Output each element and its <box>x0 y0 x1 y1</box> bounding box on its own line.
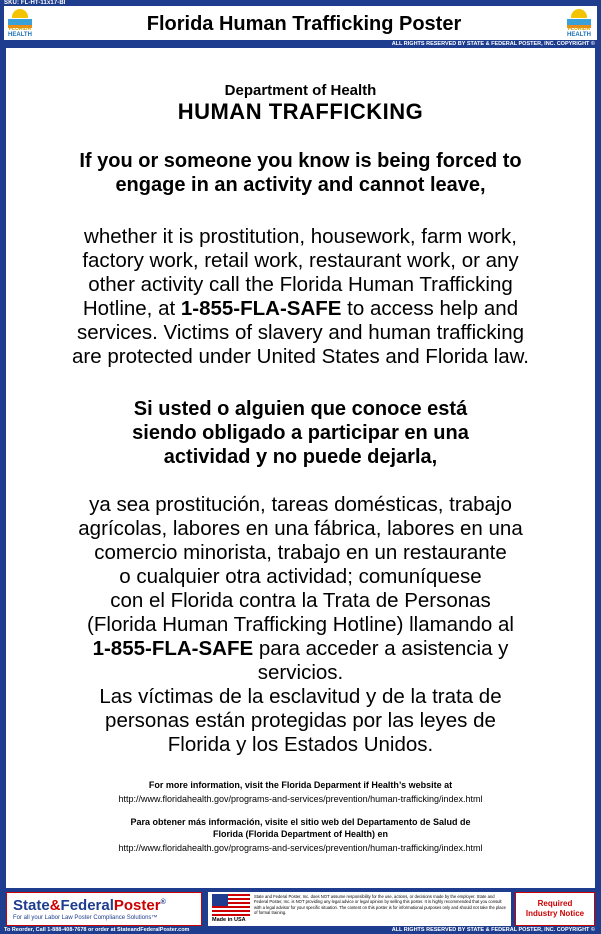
florida-health-logo-right: FLORIDA HEALTH <box>565 8 593 38</box>
hotline-number: 1-855-FLA-SAFE <box>180 297 342 320</box>
spanish-body-line: 1-855-FLA-SAFE para acceder a asistencia y <box>92 637 509 660</box>
spanish-body-line: (Florida Human Trafficking Hotline) llamando al <box>87 613 514 636</box>
health-website-link-es[interactable]: http://www.floridahealth.gov/programs-and-services/prevention/human-trafficking/index.html <box>118 843 483 853</box>
english-body-line: Hotline, at 1-855-FLA-SAFE to access help and <box>82 297 519 320</box>
poster-heading: HUMAN TRAFFICKING <box>177 99 424 124</box>
english-body-line: are protected under United States and Florida law. <box>72 345 529 368</box>
poster-header <box>4 6 597 40</box>
spanish-body-line: con el Florida contra la Trata de Personas <box>110 589 491 612</box>
spanish-lead-line: Si usted o alguien que conoce está <box>133 398 468 420</box>
sun-icon <box>571 9 587 18</box>
spanish-body-line: personas están protegidas por las leyes de <box>105 709 496 732</box>
spanish-body-line: comercio minorista, trabajo en un restaurante <box>94 541 507 564</box>
brand-tagline: For all your Labor Law Poster Compliance Solutions™ <box>13 915 158 921</box>
poster-footer <box>6 892 595 928</box>
department-name: Department of Health <box>224 82 377 99</box>
state-federal-poster-logo: State&FederalPoster® For all your Labor Law Poster Compliance Solutions™ <box>6 892 202 926</box>
english-body-line: whether it is prostitution, housework, farm work, <box>84 225 517 248</box>
poster-title: Florida Human Trafficking Poster <box>146 13 462 35</box>
english-body-line: services. Victims of slavery and human trafficking <box>76 321 524 344</box>
hotline-number: 1-855-FLA-SAFE <box>92 637 254 660</box>
sun-icon <box>12 9 28 18</box>
disclaimer-box <box>208 892 511 926</box>
english-body-line: factory work, retail work, restaurant work, or any <box>82 249 519 272</box>
required-notice-badge: Required Industry Notice <box>515 892 595 926</box>
more-info-es: Florida (Florida Department of Health) en <box>212 829 388 839</box>
english-body-line: other activity call the Florida Human Trafficking <box>88 273 513 296</box>
reorder-info: To Reorder, Call 1-888-408-7678 or order at StateandFederalPoster.com <box>4 927 190 933</box>
made-in-usa-label: Made in USA <box>212 917 246 923</box>
spanish-body-line: ya sea prostitución, tareas domésticas, trabajo <box>89 493 512 516</box>
english-lead-line: engage in an activity and cannot leave, <box>115 174 486 196</box>
disclaimer-text: State and Federal Poster, Inc. does NOT assume responsibility for the use, actions, or decisions made by the employer. State and Federal Poster, Inc. is NOT providing any legal advice or legal opinion by selling this poster. It is highly recommended that you consult with a legal advisor for your specific situation. The content on this poster is for informational purposes only and should not take the place of formal training. <box>254 894 507 916</box>
sku-label: SKU: FL-HT-11x17-BI <box>4 0 66 6</box>
spanish-body-line: agrícolas, labores en una fábrica, labores en una <box>78 517 523 540</box>
spanish-lead-line: actividad y no puede dejarla, <box>163 446 438 468</box>
health-website-link-en[interactable]: http://www.floridahealth.gov/programs-and-services/prevention/human-trafficking/index.html <box>118 794 483 804</box>
florida-health-logo-left: FLORIDA HEALTH <box>6 8 34 38</box>
spanish-body-line: servicios. <box>257 661 344 684</box>
copyright-bottom: ALL RIGHTS RESERVED BY STATE & FEDERAL POSTER, INC. COPYRIGHT © <box>391 927 595 933</box>
more-info-en: For more information, visit the Florida Deparment if Health’s website at <box>148 780 453 790</box>
spanish-body-line: Florida y los Estados Unidos. <box>167 733 434 756</box>
usa-flag-icon <box>212 894 250 916</box>
spanish-body-line: o cualquier otra actividad; comuníquese <box>119 565 482 588</box>
spanish-lead-line: siendo obligado a participar en una <box>132 422 469 444</box>
poster-content <box>6 48 595 888</box>
english-lead-line: If you or someone you know is being forced to <box>79 150 522 172</box>
copyright-top: ALL RIGHTS RESERVED BY STATE & FEDERAL POSTER, INC. COPYRIGHT © <box>391 41 595 47</box>
more-info-es: Para obtener más información, visite el sitio web del Departamento de Salud de <box>130 817 471 827</box>
spanish-body-line: Las víctimas de la esclavitud y de la trata de <box>99 685 502 708</box>
